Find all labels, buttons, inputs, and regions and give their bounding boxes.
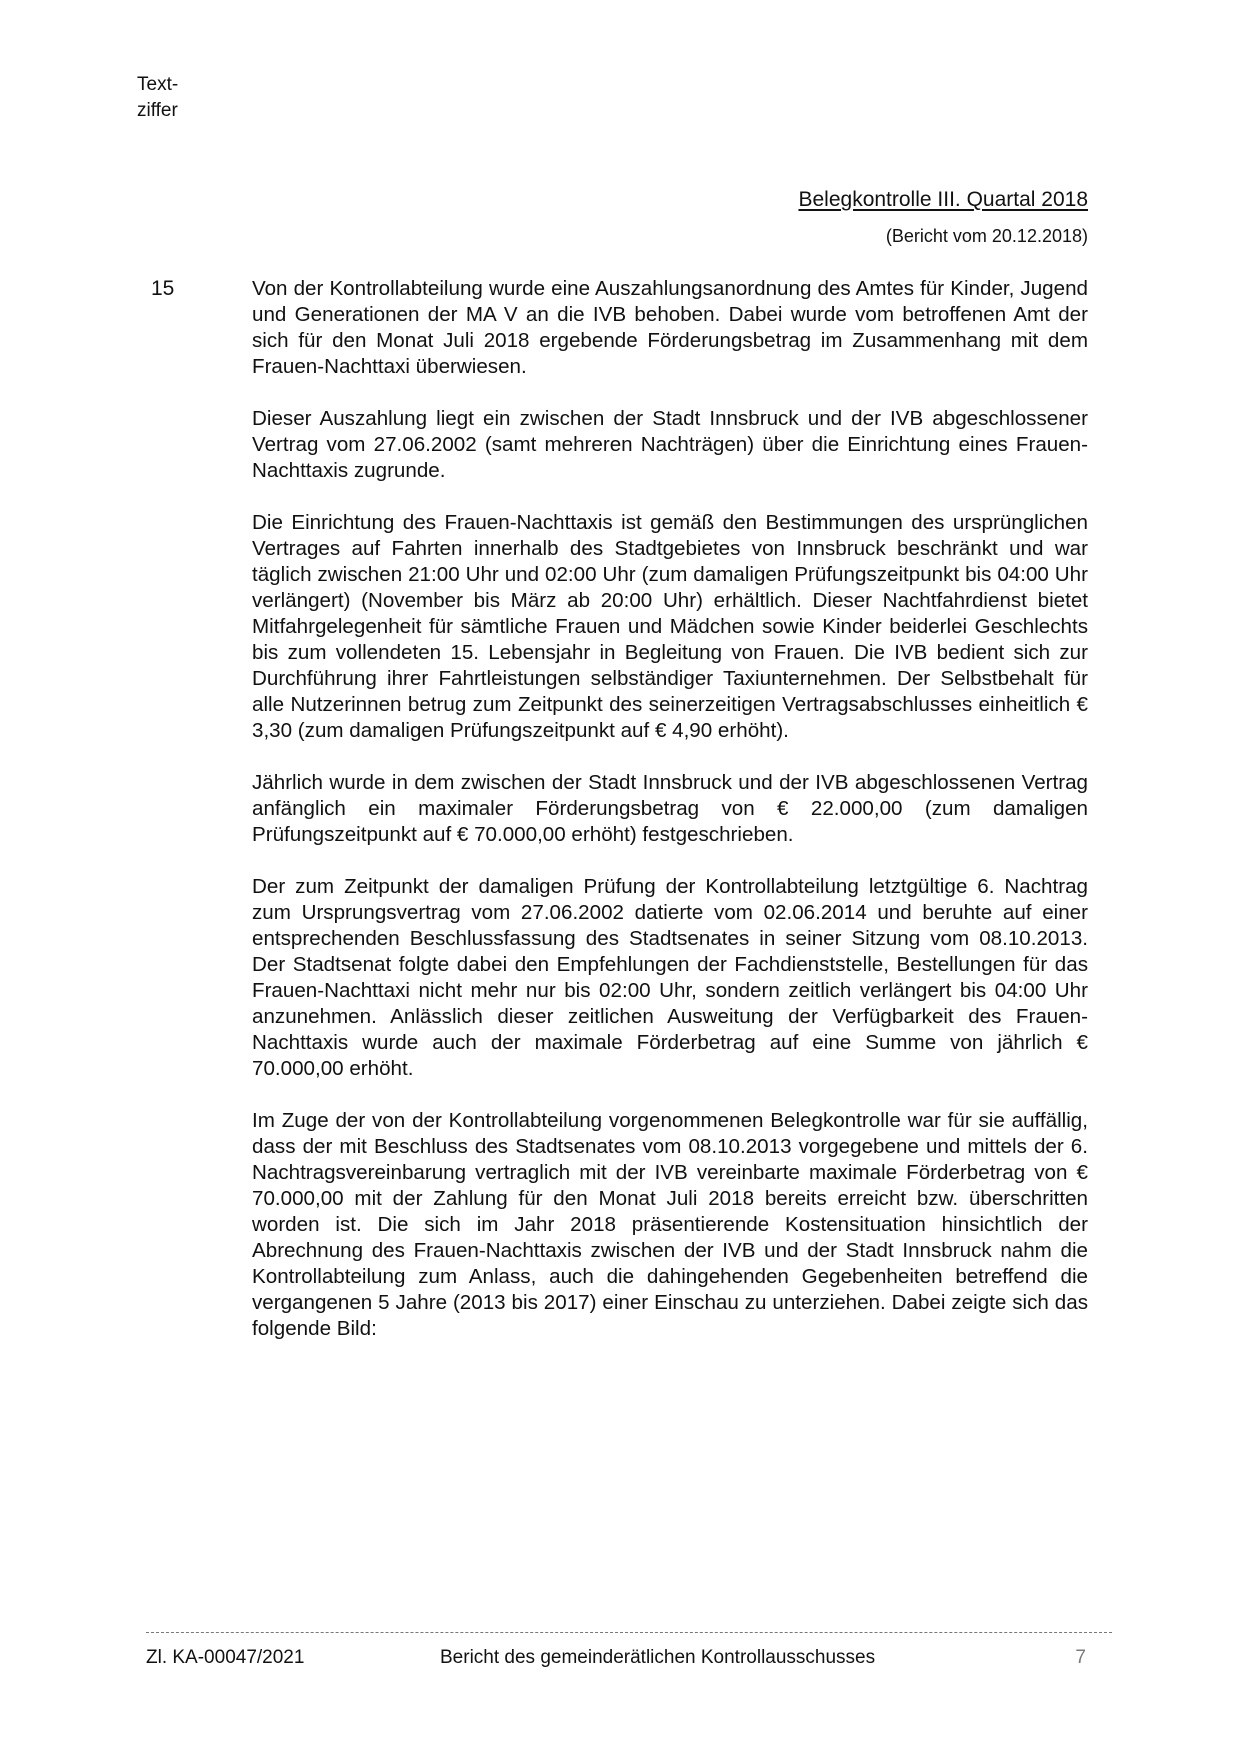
paragraph-4: Jährlich wurde in dem zwischen der Stadt Innsbruck und der IVB abgeschlossenen Vertrag anfänglich ein maximaler Förderungsbetrag von € 22.000,00 (zum damaligen Prüfungszeitpunkt auf € 70.000,00 erhöht) festgeschrieben.	[252, 771, 1088, 846]
report-date: (Bericht vom 20.12.2018)	[885, 226, 1088, 246]
paragraph-6: Im Zuge der von der Kontrollabteilung vorgenommenen Belegkontrolle war für sie auffällig, dass der mit Beschluss des Stadtsenates vom 08.10.2013 vorgegebene und mittels der 6. Nachtragsvereinbarung vertraglich mit der IVB vereinbarte maximale Förderbetrag von € 70.000,00 mit der Zahlung für den Monat Juli 2018 bereits erreicht bzw. überschritten worden ist. Die sich im Jahr 2018 präsentierende Kostensituation hinsichtlich der Abrechnung des Frauen-Nachttaxis zwischen der IVB und der Stadt Innsbruck nahm die Kontrollabteilung zum Anlass, auch die dahingehenden Gegebenheiten betreffend die vergangenen 5 Jahre (2013 bis 2017) einer Einschau zu unterziehen. Dabei zeigte sich das folgende Bild:	[252, 1109, 1088, 1340]
margin-label-text: Text- ziffer	[137, 74, 179, 121]
paragraph-number: 15	[151, 277, 175, 300]
paragraph-1: Von der Kontrollabteilung wurde eine Auszahlungsanordnung des Amtes für Kinder, Jugend und Generationen der MA V an die IVB behoben. Dabei wurde vom betroffenen Amt der sich für den Monat Juli 2018 ergebende Förderungsbetrag im Zusammenhang mit dem Frauen-Nachttaxi überwiesen.	[252, 277, 1088, 378]
paragraph-2: Dieser Auszahlung liegt ein zwischen der Stadt Innsbruck und der IVB abgeschlossener Vertrag vom 27.06.2002 (samt mehreren Nachträgen) über die Einrichtung eines Frauen-Nachttaxis zugrunde.	[252, 407, 1088, 482]
footer-reference: Zl. KA-00047/2021	[146, 1647, 305, 1668]
paragraph-3: Die Einrichtung des Frauen-Nachttaxis ist gemäß den Bestimmungen des ursprünglichen Vertrages auf Fahrten innerhalb des Stadtgebietes von Innsbruck beschränkt und war täglich zwischen 21:00 Uhr und 02:00 Uhr (zum damaligen Prüfungszeitpunkt bis 04:00 Uhr verlängert) (November bis März ab 20:00 Uhr) erhältlich. Dieser Nachtfahrdienst bietet Mitfahrgelegenheit für sämtliche Frauen und Mädchen sowie Kinder beiderlei Geschlechts bis zum vollendeten 15. Lebensjahr in Begleitung von Frauen. Die IVB bedient sich zur Durchführung ihrer Fahrtleistungen selbständiger Taxiunternehmen. Der Selbstbehalt für alle Nutzerinnen betrug zum Zeitpunkt des seinerzeitigen Vertragsabschlusses einheitlich € 3,30 (zum damaligen Prüfungszeitpunkt auf € 4,90 erhöht).	[252, 511, 1088, 742]
section-header	[798, 186, 1088, 248]
footer-report-title: Bericht des gemeinderätlichen Kontrollausschusses	[440, 1647, 876, 1668]
margin-label-textziffer	[137, 72, 178, 124]
paragraph-5: Der zum Zeitpunkt der damaligen Prüfung der Kontrollabteilung letztgültige 6. Nachtrag zum Ursprungsvertrag vom 27.06.2002 datierte vom 02.06.2014 und beruhte auf einer entsprechenden Beschlussfassung des Stadtsenates in seiner Sitzung vom 08.10.2013. Der Stadtsenat folgte dabei den Empfehlungen der Fachdienststelle, Bestellungen für das Frauen-Nachttaxi nicht mehr nur bis 02:00 Uhr, sondern zeitlich verlängert bis 04:00 Uhr anzunehmen. Anlässlich dieser zeitlichen Ausweitung der Verfügbarkeit des Frauen-Nachttaxis wurde auch der maximale Förderbetrag auf eine Summe von jährlich € 70.000,00 erhöht.	[252, 875, 1088, 1080]
page-number: 7	[1075, 1647, 1086, 1668]
body-text	[252, 276, 1088, 1368]
section-title: Belegkontrolle III. Quartal 2018	[798, 188, 1088, 211]
footer-divider	[146, 1632, 1112, 1633]
